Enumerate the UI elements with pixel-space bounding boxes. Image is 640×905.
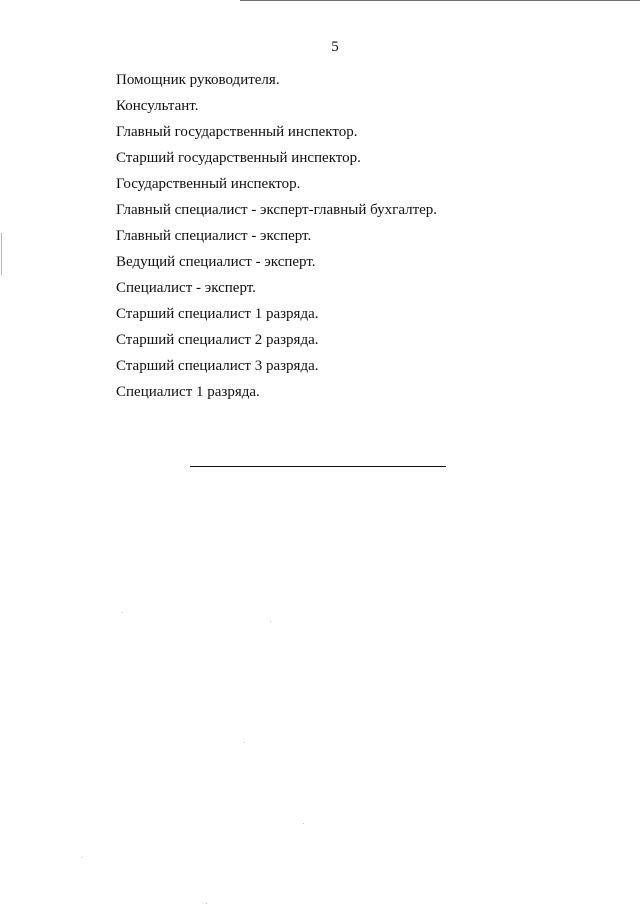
scan-speck bbox=[82, 857, 83, 858]
position-item: Помощник руководителя. bbox=[116, 72, 280, 88]
top-scan-edge-line bbox=[240, 0, 640, 1]
left-scan-edge-mark bbox=[1, 233, 2, 275]
scan-speck bbox=[206, 903, 207, 904]
position-item: Главный специалист - эксперт. bbox=[116, 228, 312, 244]
position-item: Старший специалист 2 разряда. bbox=[116, 332, 319, 348]
position-item: Старший государственный инспектор. bbox=[116, 150, 361, 166]
scan-speck bbox=[244, 742, 245, 743]
scan-speck bbox=[303, 823, 304, 824]
position-item: Главный государственный инспектор. bbox=[116, 124, 358, 140]
position-item: Старший специалист 1 разряда. bbox=[116, 306, 319, 322]
position-item: Государственный инспектор. bbox=[116, 176, 301, 192]
scan-speck bbox=[122, 612, 123, 613]
end-of-list-rule bbox=[190, 466, 446, 467]
position-item: Специалист 1 разряда. bbox=[116, 384, 260, 400]
page-number: 5 bbox=[331, 39, 339, 55]
position-item: Специалист - эксперт. bbox=[116, 280, 256, 296]
position-list bbox=[116, 71, 437, 409]
position-item: Главный специалист - эксперт-главный бухгалтер. bbox=[116, 202, 438, 218]
position-item: Ведущий специалист - эксперт. bbox=[116, 254, 316, 270]
position-item: Консультант. bbox=[116, 98, 199, 114]
position-item: Старший специалист 3 разряда. bbox=[116, 358, 319, 374]
scan-speck bbox=[270, 621, 271, 622]
